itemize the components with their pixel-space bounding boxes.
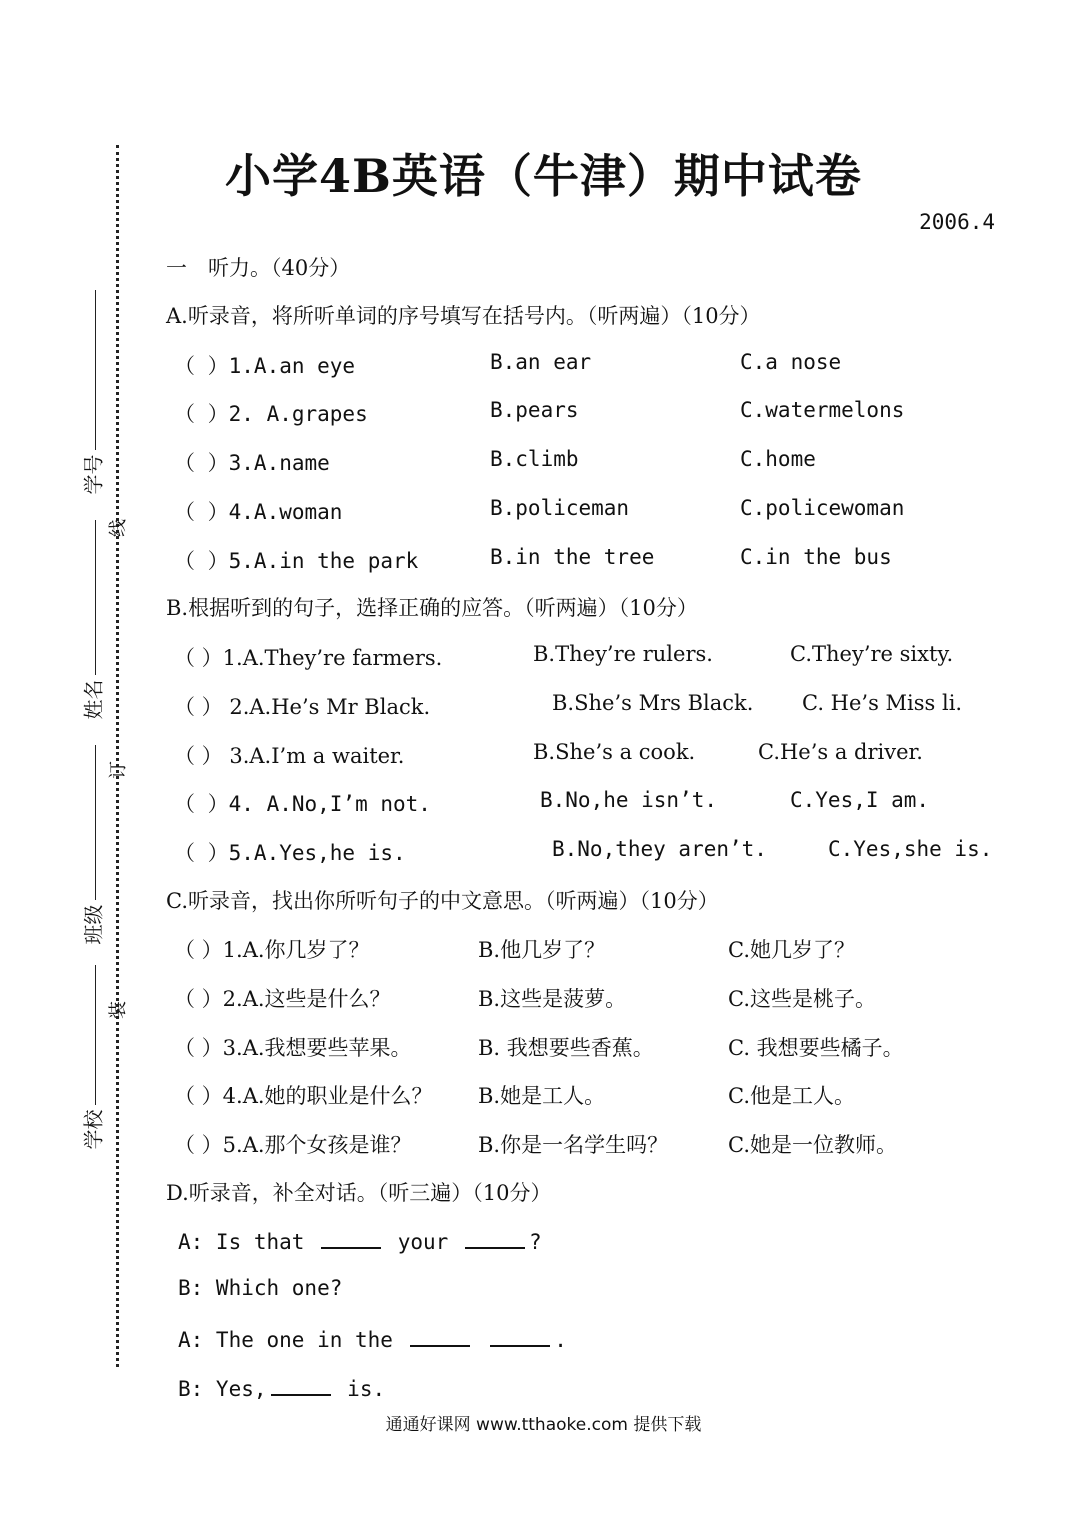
part-c-q4-option-b: B.她是工人。 [478,1084,606,1108]
part-c-q1-option-a: （ ）1.A.你几岁了？ [174,938,370,962]
part-c-q2-option-a: （ ）2.A.这些是什么？ [174,987,391,1011]
part-c-q2-option-c: C.这些是桃子。 [728,987,876,1011]
dialogue-line-1-middle: your [397,1230,449,1254]
page-title: 小学4B英语（牛津）期中试卷 [225,149,862,203]
binding-label-class: 班级 [81,904,106,945]
part-b-q4-option-a: （ ）4. A.No,I’m not. [174,792,431,816]
dialogue-line-2-text: B: Which one? [178,1276,343,1300]
part-a-heading: A.听录音，将所听单词的序号填写在括号内。（听两遍）（10分） [166,304,761,328]
dialogue-blank-3[interactable] [410,1325,470,1347]
section-heading-listening: 一 听力。（40分） [166,256,351,280]
part-a-q2-option-a: （ ）2. A.grapes [174,402,368,426]
part-b-q3-option-a: （ ） 3.A.I’m a waiter. [174,744,405,768]
part-a-q4-option-a: （ ）4.A.woman [174,500,343,524]
dialogue-line-3-start: A: The one in the [178,1328,393,1352]
part-b-q4-option-c: C.Yes,I am. [790,788,930,812]
part-b-q2-option-a: （ ） 2.A.He’s Mr Black. [174,695,431,719]
part-b-q1-option-b: B.They’re rulers. [533,642,713,666]
part-a-q1-option-b: B.an ear [490,350,592,374]
dialogue-line-2 [178,1276,342,1300]
part-c-q5-option-c: C.她是一位教师。 [728,1133,897,1157]
part-b-q5-option-b: B.No,they aren’t. [552,837,767,861]
part-b-q3-option-b: B.She’s a cook. [533,740,696,764]
part-b-q5-option-c: C.Yes,she is. [828,837,993,861]
part-a-q3-option-c: C.home [740,447,816,471]
part-c-q1-option-c: C.她几岁了？ [728,938,855,962]
part-c-q3-option-a: （ ）3.A.我想要些苹果。 [174,1036,412,1060]
dialogue-line-1 [178,1227,542,1254]
part-b-q4-option-b: B.No,he isn’t. [540,788,718,812]
binding-dotted-line [116,145,119,1367]
part-c-q2-option-b: B.这些是菠萝。 [478,987,627,1011]
part-c-q4-option-c: C.他是工人。 [728,1084,855,1108]
dialogue-line-3 [178,1325,567,1352]
part-a-q2-option-c: C.watermelons [740,398,905,422]
dialogue-line-1-start: A: Is that [178,1230,305,1254]
part-c-q5-option-b: B.你是一名学生吗？ [478,1133,669,1157]
dialogue-blank-5[interactable] [271,1374,331,1396]
part-a-q1-option-c: C.a nose [740,350,842,374]
dialogue-line-4 [178,1374,385,1401]
dialogue-blank-4[interactable] [490,1325,550,1347]
binding-label-student-id: 学号 [81,454,106,495]
part-b-q1-option-a: （ ）1.A.They’re farmers. [174,646,443,670]
binding-underline-class [95,745,96,900]
part-a-q1-option-a: （ ）1.A.an eye [174,354,356,378]
part-b-q1-option-c: C.They’re sixty. [790,642,954,666]
part-c-heading: C.听录音，找出你所听句子的中文意思。（听两遍）（10分） [166,889,719,913]
dialogue-blank-2[interactable] [465,1227,525,1249]
dialogue-line-3-end: . [554,1328,567,1352]
part-a-q5-option-b: B.in the tree [490,545,655,569]
part-a-q5-option-a: （ ）5.A.in the park [174,549,419,573]
binding-underline-name [95,520,96,675]
part-a-q4-option-c: C.policewoman [740,496,905,520]
binding-mark-staple: 订 [108,761,129,779]
part-c-q5-option-a: （ ）5.A.那个女孩是谁？ [174,1133,412,1157]
part-d-heading: D.听录音，补全对话。（听三遍）（10分） [166,1181,552,1205]
binding-label-name: 姓名 [81,679,106,720]
part-b-q5-option-a: （ ）5.A.Yes,he is. [174,841,406,865]
part-a-q4-option-b: B.policeman [490,496,630,520]
footer-source: 通通好课网 www.tthaoke.com 提供下载 [385,1415,702,1435]
part-c-q3-option-c: C. 我想要些橘子。 [728,1036,904,1060]
part-a-q2-option-b: B.pears [490,398,579,422]
part-b-q2-option-b: B.She’s Mrs Black. [552,691,754,715]
part-a-q3-option-b: B.climb [490,447,579,471]
dialogue-line-4-start: B: Yes, [178,1377,267,1401]
binding-mark-bind: 装 [108,1001,129,1019]
part-c-q4-option-a: （ ）4.A.她的职业是什么？ [174,1084,433,1108]
binding-underline-student-id [95,290,96,450]
dialogue-blank-1[interactable] [321,1227,381,1249]
part-c-q3-option-b: B. 我想要些香蕉。 [478,1036,654,1060]
binding-mark-line: 线 [108,519,129,537]
part-a-q3-option-a: （ ）3.A.name [174,451,330,475]
part-a-q5-option-c: C.in the bus [740,545,892,569]
exam-date: 2006.4 [919,210,995,234]
part-b-heading: B.根据听到的句子，选择正确的应答。（听两遍）（10分） [166,596,698,620]
binding-underline-school [95,965,96,1105]
part-b-q2-option-c: C. He’s Miss li. [802,691,963,715]
binding-label-school: 学校 [81,1109,106,1150]
part-c-q1-option-b: B.他几岁了？ [478,938,606,962]
dialogue-line-1-end: ? [528,1230,542,1254]
dialogue-line-4-end: is. [347,1377,386,1401]
part-b-q3-option-c: C.He’s a driver. [758,740,923,764]
